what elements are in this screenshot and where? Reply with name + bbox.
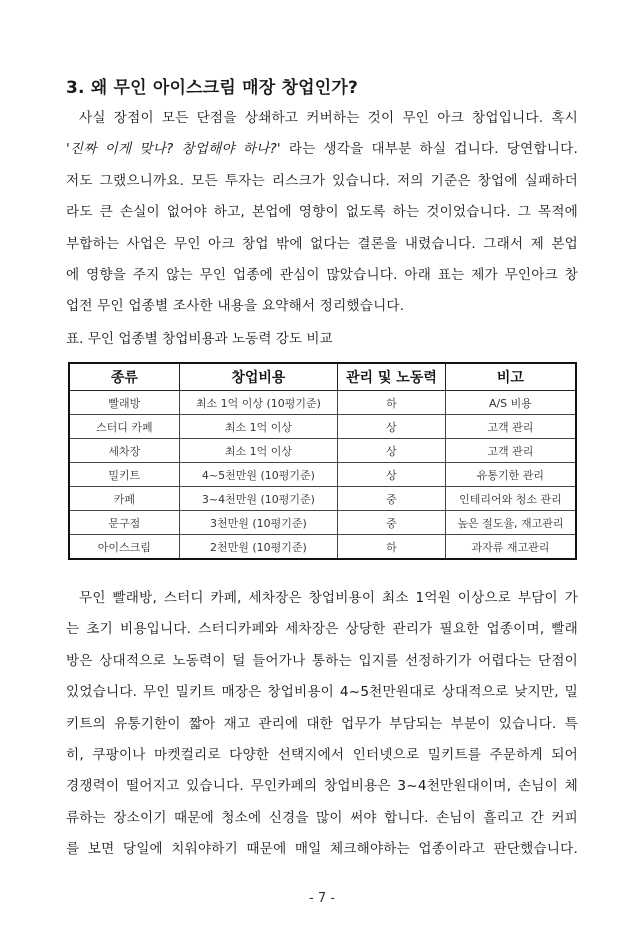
cell-labor: 하 (338, 535, 446, 560)
cell-note: 인테리어와 청소 관리 (445, 487, 576, 511)
text-line: 있었습니다. 무인 밀키트 매장은 창업비용이 4~5천만원대로 상대적으로 낮지만, 밀 (66, 684, 578, 701)
header-startup-cost: 창업비용 (179, 363, 337, 391)
cell-note: 높은 절도율, 재고관리 (445, 511, 576, 535)
cell-type: 세차장 (69, 439, 179, 463)
text-line: 를 보면 당일에 치워야하기 때문에 매일 체크해야하는 업종이라고 판단했습니다. (66, 841, 578, 858)
cell-labor: 상 (338, 439, 446, 463)
cell-cost: 2천만원 (10평기준) (179, 535, 337, 560)
cell-labor: 상 (338, 463, 446, 487)
table-row (69, 511, 576, 535)
text-line: 경쟁력이 떨어지고 있습니다. 무인카페의 창업비용은 3~4천만원대이며, 손님이 체 (66, 778, 578, 795)
cell-cost: 3~4천만원 (10평기준) (179, 487, 337, 511)
cell-type: 문구점 (69, 511, 179, 535)
cell-labor: 상 (338, 415, 446, 439)
cell-cost: 최소 1억 이상 (179, 415, 337, 439)
cell-labor: 중 (338, 511, 446, 535)
cell-note: A/S 비용 (445, 391, 576, 415)
cell-type: 카페 (69, 487, 179, 511)
text-line: 에 영향을 주지 않는 무인 업종에 관심이 많았습니다. 아래 표는 제가 무인아크 창 (66, 266, 578, 283)
cell-note: 유통기한 관리 (445, 463, 576, 487)
text-line (66, 134, 578, 165)
cell-note: 과자류 재고관리 (445, 535, 576, 560)
table-row (69, 487, 576, 511)
header-labor: 관리 및 노동력 (338, 363, 446, 391)
text-line: 라도 큰 손실이 없어야 하고, 본업에 영향이 없도록 하는 것이었습니다. 그 목적에 (66, 204, 578, 221)
text-fragment: 라는 생각을 대부분 하실 겁니다. 당연합니다. (288, 141, 578, 158)
cell-labor: 하 (338, 391, 446, 415)
cell-type: 밀키트 (69, 463, 179, 487)
analysis-paragraph (66, 583, 578, 866)
comparison-table (68, 362, 577, 560)
header-note: 비고 (445, 363, 576, 391)
table-row (69, 439, 576, 463)
cell-cost: 최소 1억 이상 (179, 439, 337, 463)
cell-type: 스터디 카페 (69, 415, 179, 439)
table-row (69, 535, 576, 560)
cell-cost: 최소 1억 이상 (10평기준) (179, 391, 337, 415)
cell-note: 고객 관리 (445, 415, 576, 439)
text-line: 무인 빨래방, 스터디 카페, 세차장은 창업비용이 최소 1억원 이상으로 부담이 가 (79, 590, 578, 606)
table-row (69, 463, 576, 487)
cell-type: 아이스크림 (69, 535, 179, 560)
page-number: - 7 - (309, 891, 335, 906)
text-line: 업전 무인 업종별 조사한 내용을 요약해서 정리했습니다. (66, 298, 405, 315)
cell-note: 고객 관리 (445, 439, 576, 463)
cell-type: 빨래방 (69, 391, 179, 415)
text-line: 히, 쿠팡이나 마켓컬리로 다양한 선택지에서 인터넷으로 밀키트를 주문하게 되어 (66, 746, 578, 763)
section-heading: 3. 왜 무인 아이스크림 매장 창업인가? (66, 78, 359, 98)
text-line: 키트의 유통기한이 짧아 재고 관리에 대한 업무가 부담되는 부분이 있습니다. 특 (66, 715, 578, 732)
text-line: 방은 상대적으로 노동력이 덜 들어가나 통하는 입지를 선정하기가 어렵다는 단점이 (66, 652, 578, 669)
table-row (69, 391, 576, 415)
table-caption: 표. 무인 업종별 창업비용과 노동력 강도 비교 (66, 331, 333, 347)
text-line: 류하는 장소이기 때문에 청소에 신경을 많이 써야 합니다. 손님이 흘리고 간 커피 (66, 809, 578, 826)
intro-paragraph (66, 103, 578, 323)
text-line: 저도 그랬으니까요. 모든 투자는 리스크가 있습니다. 저의 기준은 창업에 실패하더 (66, 172, 578, 189)
text-line: 부합하는 사업은 무인 아크 창업 밖에 없다는 결론을 내렸습니다. 그래서 제 본업 (66, 235, 578, 252)
cell-cost: 3천만원 (10평기준) (179, 511, 337, 535)
text-line: 는 초기 비용입니다. 스터디카페와 세차장은 상당한 관리가 필요한 업종이며, 빨래 (66, 621, 578, 638)
cell-labor: 중 (338, 487, 446, 511)
header-type: 종류 (69, 363, 179, 391)
quote-text: '진짜 이게 맞나? 창업해야 하나?' (66, 141, 281, 158)
cell-cost: 4~5천만원 (10평기준) (179, 463, 337, 487)
table-row (69, 415, 576, 439)
text-line: 사실 장점이 모든 단점을 상쇄하고 커버하는 것이 무인 아크 창업입니다. 혹시 (79, 110, 578, 126)
table-header-row (69, 363, 576, 391)
